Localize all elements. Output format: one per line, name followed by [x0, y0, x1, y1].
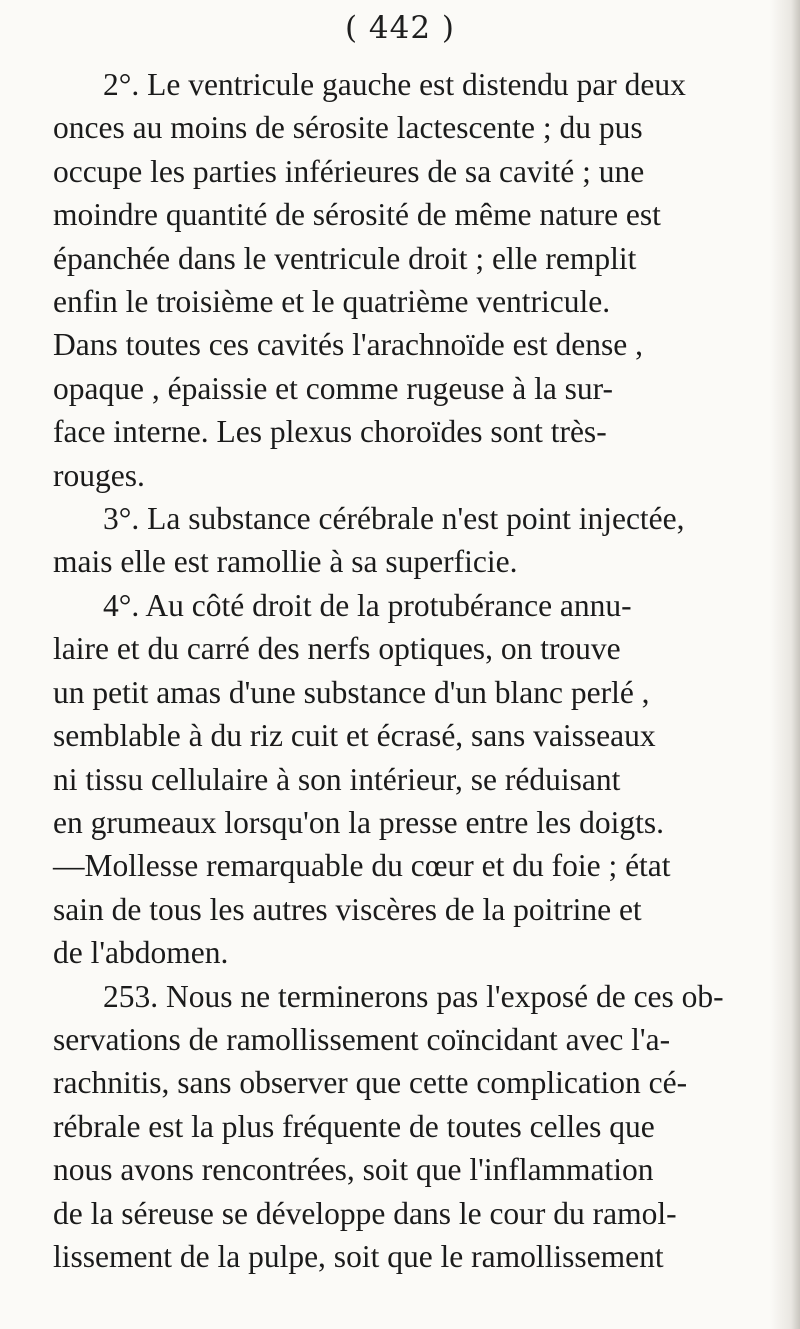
text-line: onces au moins de sérosite lactescente ; du pus: [53, 110, 643, 146]
text-line: semblable à du riz cuit et écrasé, sans vaisseaux: [53, 718, 656, 754]
text-line: 253. Nous ne terminerons pas l'exposé de ces ob-: [103, 978, 724, 1014]
text-line: face interne. Les plexus choroïdes sont très-: [53, 414, 607, 450]
text-line: Dans toutes ces cavités l'arachnoïde est dense ,: [53, 327, 643, 363]
text-line: nous avons rencontrées, soit que l'inflammation: [53, 1152, 654, 1188]
text-line: ni tissu cellulaire à son intérieur, se réduisant: [53, 761, 621, 797]
text-line: mais elle est ramollie à sa superficie.: [53, 544, 518, 580]
text-line: rouges.: [53, 457, 145, 493]
text-line: —Mollesse remarquable du cœur et du foie ; état: [53, 848, 671, 884]
text-line: moindre quantité de sérosité de même nature est: [53, 197, 661, 233]
page-edge-shadow: [770, 0, 800, 1329]
page-number-header: ( 442 ): [344, 10, 456, 46]
text-line: laire et du carré des nerfs optiques, on trouve: [53, 631, 621, 667]
text-line: un petit amas d'une substance d'un blanc perlé ,: [53, 674, 650, 710]
text-line: 2°. Le ventricule gauche est distendu par deux: [103, 67, 686, 102]
text-line: 4°. Au côté droit de la protubérance annu-: [103, 587, 632, 623]
text-line: sain de tous les autres viscères de la poitrine et: [53, 891, 642, 927]
text-line: épanchée dans le ventricule droit ; elle remplit: [53, 240, 637, 276]
text-line: rébrale est la plus fréquente de toutes celles que: [53, 1108, 655, 1144]
text-line: en grumeaux lorsqu'on la presse entre les doigts.: [53, 804, 665, 840]
text-line: de l'abdomen.: [53, 935, 229, 971]
text-line: enfin le troisième et le quatrième ventricule.: [53, 284, 611, 320]
text-line: rachnitis, sans observer que cette complication cé-: [53, 1065, 688, 1101]
text-line: servations de ramollissement coïncidant avec l'a-: [53, 1021, 671, 1057]
text-line: de la séreuse se développe dans le cour du ramol-: [53, 1195, 677, 1231]
body-text: [53, 63, 773, 1278]
text-line: lissement de la pulpe, soit que le ramollissement: [53, 1238, 664, 1274]
text-line: 3°. La substance cérébrale n'est point injectée,: [103, 501, 685, 537]
text-line: occupe les parties inférieures de sa cavité ; une: [53, 153, 645, 189]
text-line: opaque , épaissie et comme rugeuse à la sur-: [53, 370, 614, 406]
